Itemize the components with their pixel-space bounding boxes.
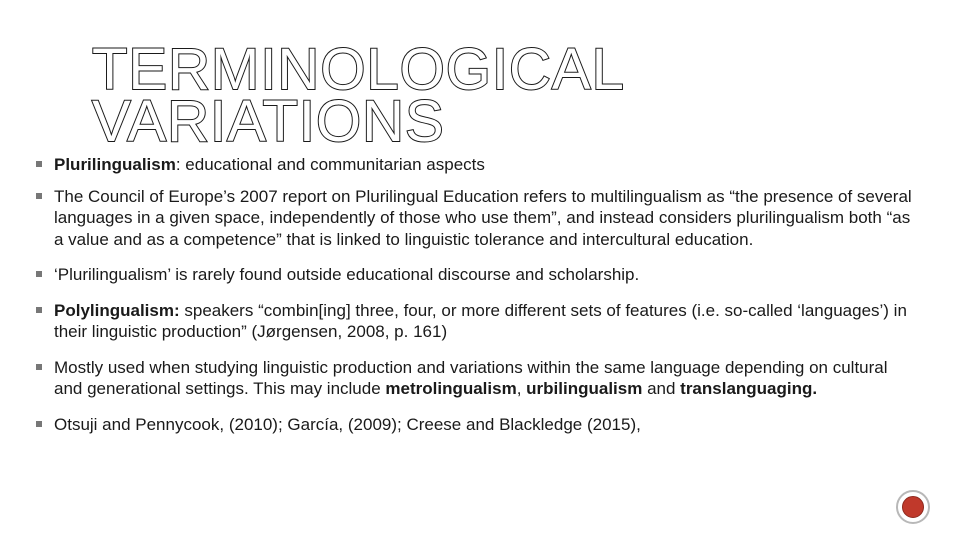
page-marker-dot xyxy=(902,496,924,518)
bullet-council-of-europe xyxy=(36,186,916,251)
term-polylingualism: Polylingualism: xyxy=(54,300,180,320)
term-metrolingualism: metrolingualism xyxy=(385,379,517,398)
bullet-text: : educational and communitarian aspects xyxy=(175,155,485,174)
bullet-list xyxy=(36,154,916,435)
separator-and: and xyxy=(642,379,681,398)
term-plurilingualism: Plurilingualism xyxy=(54,155,176,174)
bullet-marker xyxy=(36,307,42,313)
bullet-text: speakers “combin[ing] three, four, or more different sets of features (i.e. so-called ‘languages’) in their linguistic production” (Jørgensen, 2008, p. 161) xyxy=(54,300,907,341)
bullet-marker xyxy=(36,193,42,199)
bullet-references xyxy=(36,414,916,436)
bullet-text: ‘Plurilingualism’ is rarely found outside educational discourse and scholarship. xyxy=(54,265,640,284)
separator-comma: , xyxy=(516,379,527,398)
page-marker-icon xyxy=(896,490,930,524)
bullet-marker xyxy=(36,421,42,427)
term-urbilingualism: urbilingualism xyxy=(526,379,643,398)
bullet-marker xyxy=(36,364,42,370)
bullet-plurilingualism xyxy=(36,154,916,176)
slide-title: TERMINOLOGICAL VARIATIONS xyxy=(92,37,623,154)
bullet-polylingualism xyxy=(36,300,916,343)
bullet-text: Otsuji and Pennycook, (2010); García, (2009); Creese and Blackledge (2015), xyxy=(54,414,641,434)
bullet-text: The Council of Europe’s 2007 report on Plurilingual Education refers to multilingualism as “the presence of several languages in a given space, independently of those who use them”, and instead considers plurilingualism both “as a value and as a competence” that is linked to linguistic tolerance and intercultural education. xyxy=(54,186,912,249)
term-translanguaging: translanguaging. xyxy=(680,379,818,398)
bullet-marker xyxy=(36,161,42,167)
bullet-plurilingualism-rare xyxy=(36,264,916,286)
bullet-linguistic-production xyxy=(36,357,916,400)
bullet-marker xyxy=(36,271,42,277)
bullet-text: Mostly used when studying linguistic production and variations within the same language depending on cultural and generational settings. This may include xyxy=(54,357,888,398)
